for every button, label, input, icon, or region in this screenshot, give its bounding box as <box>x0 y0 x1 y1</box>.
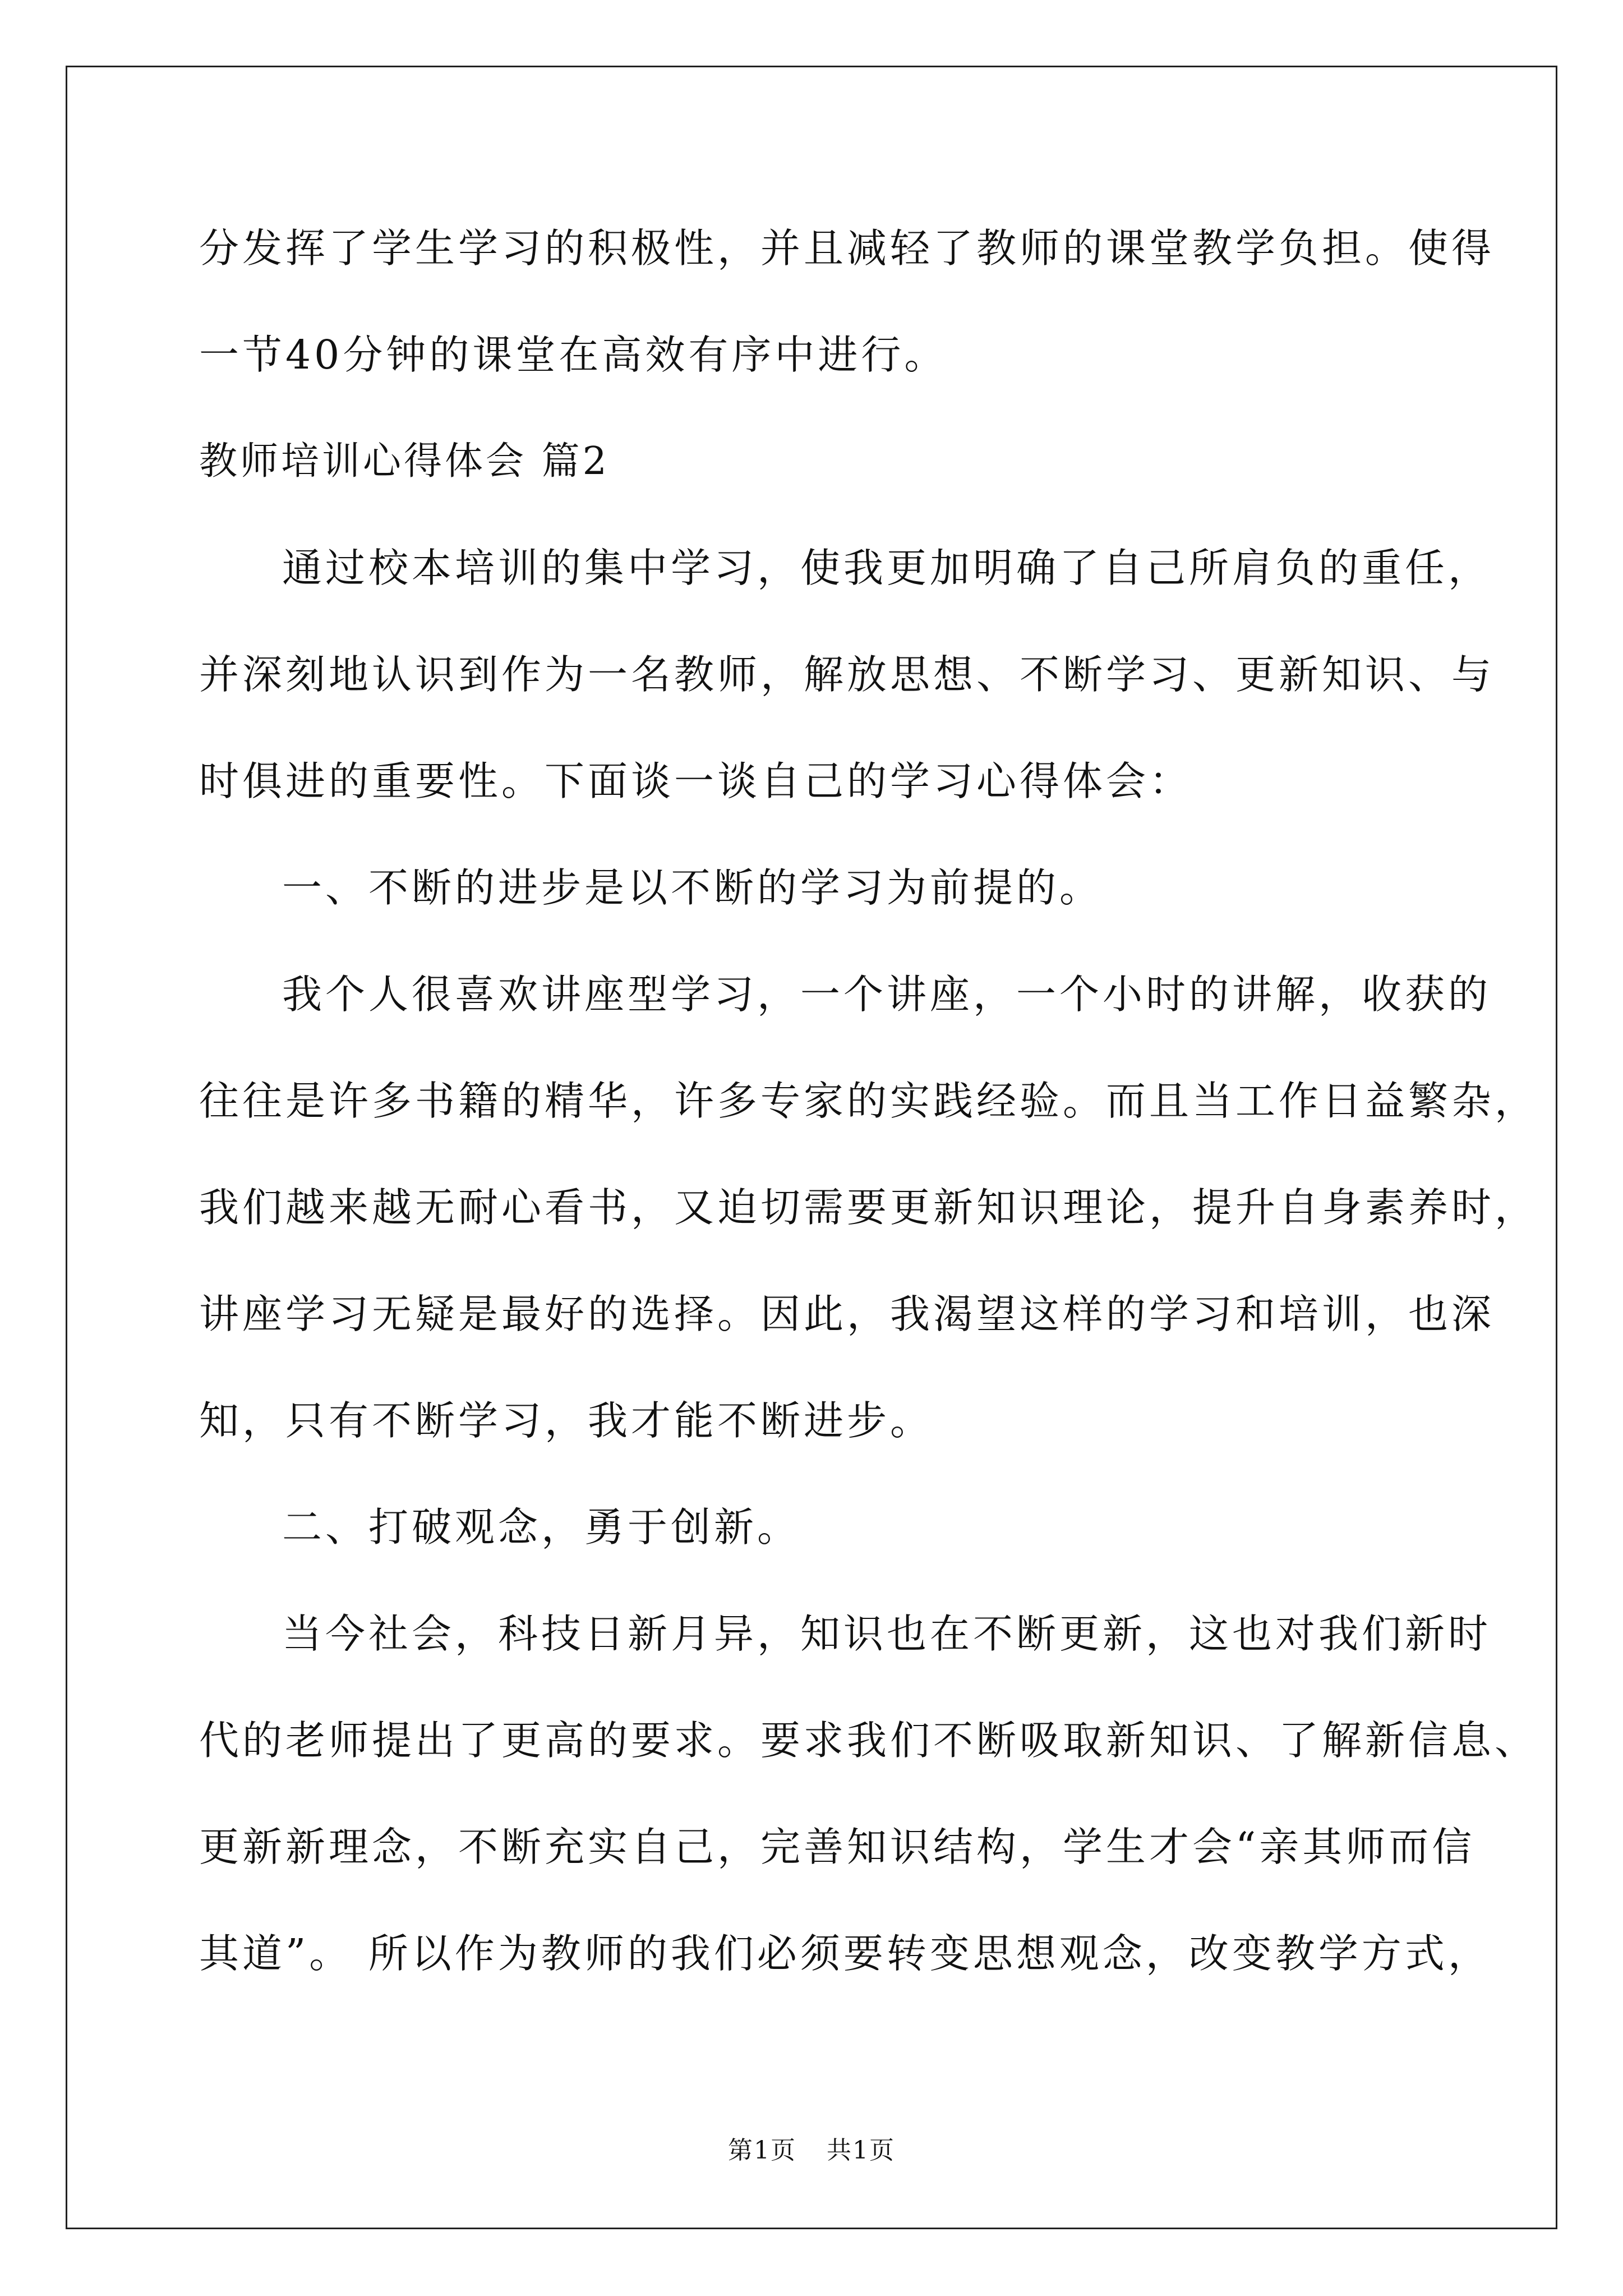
paragraph-line: 往往是许多书籍的精华，许多专家的实践经验。而且当工作日益繁杂， <box>199 1078 1538 1124</box>
section-heading: 教师培训心得体会 篇2 <box>199 439 610 484</box>
page-footer <box>0 2135 1623 2166</box>
page-number-total: 共1页 <box>827 2136 895 2165</box>
paragraph-line: 通过校本培训的集中学习，使我更加明确了自己所肩负的重任， <box>282 545 1492 591</box>
paragraph-line: 代的老师提出了更高的要求。要求我们不断吸取新知识、了解新信息、 <box>199 1717 1538 1764</box>
paragraph-line: 时俱进的重要性。下面谈一谈自己的学习心得体会： <box>199 758 1193 804</box>
paragraph-line: 分发挥了学生学习的积极性，并且减轻了教师的课堂教学负担。使得 <box>199 225 1495 272</box>
paragraph-line: 并深刻地认识到作为一名教师，解放思想、不断学习、更新知识、与 <box>199 651 1495 698</box>
paragraph-line: 我们越来越无耐心看书，又迫切需要更新知识理论，提升自身素养时， <box>199 1184 1538 1231</box>
paragraph-line: 知，只有不断学习，我才能不断进步。 <box>199 1397 934 1444</box>
paragraph-line: 更新新理念，不断充实自己，完善知识结构，学生才会“亲其师而信 <box>199 1824 1476 1870</box>
subheading-line: 一、不断的进步是以不断的学习为前提的。 <box>282 864 1103 911</box>
paragraph-line: 其道”。 所以作为教师的我们必须要转变思想观念，改变教学方式， <box>199 1930 1491 1977</box>
paragraph-line: 当今社会，科技日新月异，知识也在不断更新，这也对我们新时 <box>282 1611 1492 1657</box>
paragraph-line: 一节40分钟的课堂在高效有序中进行。 <box>199 332 948 378</box>
page-number-current: 第1页 <box>728 2136 796 2165</box>
paragraph-line: 我个人很喜欢讲座型学习，一个讲座，一个小时的讲解，收获的 <box>282 971 1492 1018</box>
page-border <box>66 66 1557 2229</box>
subheading-line: 二、打破观念，勇于创新。 <box>282 1504 801 1550</box>
paragraph-line: 讲座学习无疑是最好的选择。因此，我渴望这样的学习和培训，也深 <box>199 1291 1495 1337</box>
